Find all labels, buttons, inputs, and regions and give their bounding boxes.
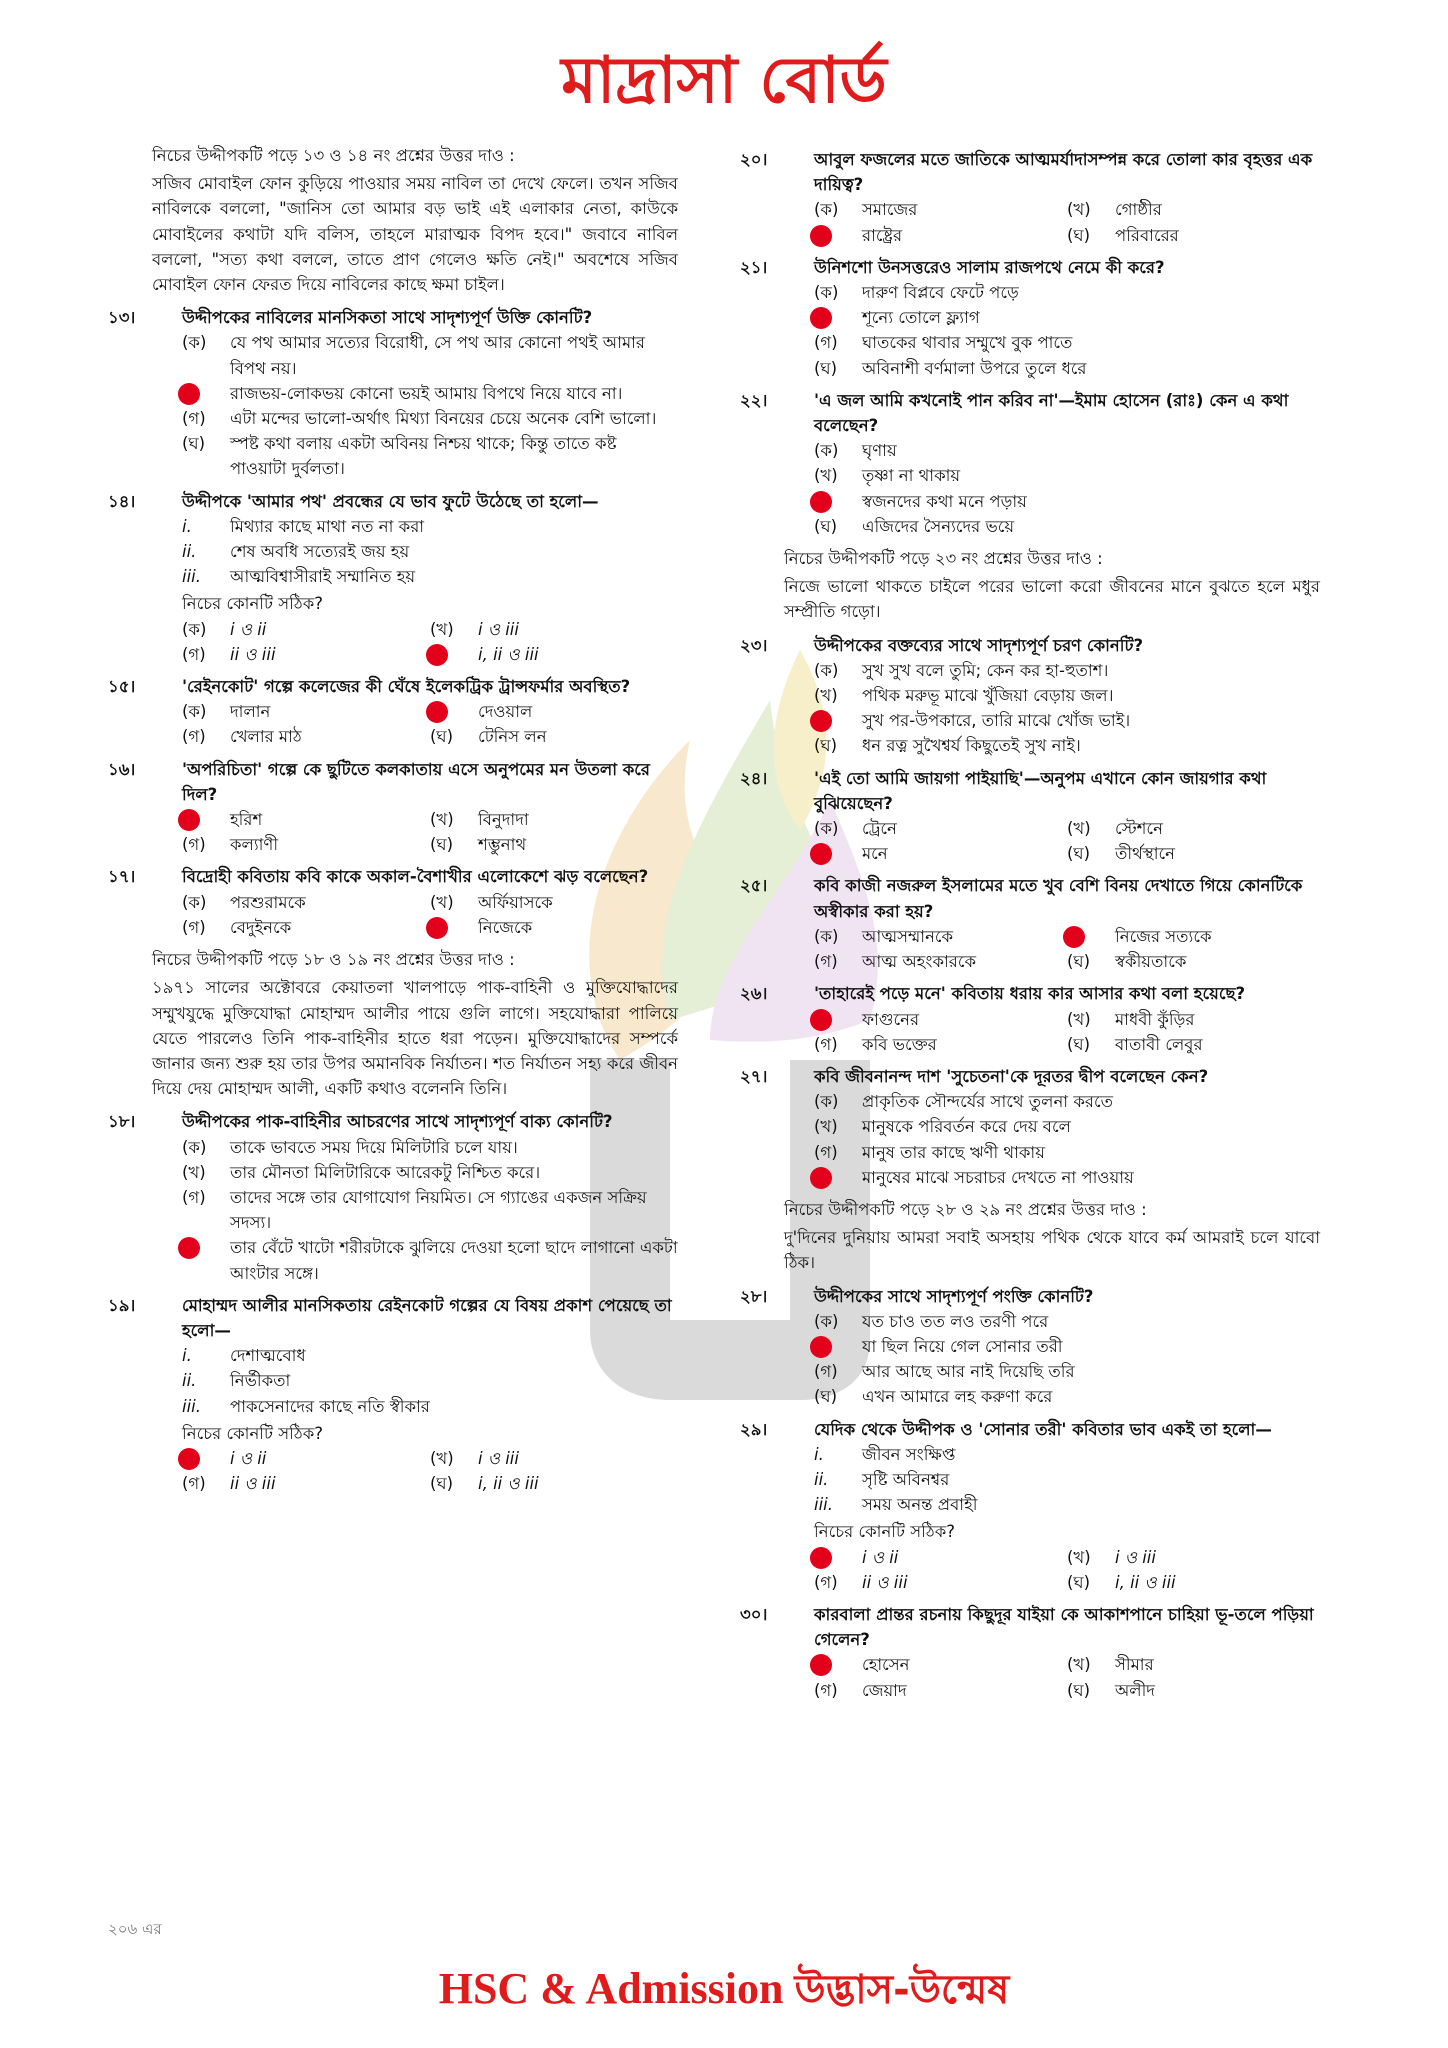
stimulus-heading: নিচের উদ্দীপকটি পড়ে ২৮ ও ২৯ নং প্রশ্নের উত্তর দাও :	[784, 1199, 1147, 1219]
question-number: ১৭।	[108, 867, 136, 887]
option-ga[interactable]: (গ) আর আছে আর নাই দিয়েছি তরি	[814, 1362, 1075, 1382]
option-gha-selected[interactable]: i, ii ও iii	[430, 642, 678, 667]
option-ga-selected[interactable]: সুখ পর-উপকারে, তারি মাঝে খোঁজ ভাই।	[814, 708, 1320, 733]
option-kha[interactable]: (খ) গোষ্ঠীর	[1067, 200, 1162, 220]
option-kha-selected[interactable]: নিজের সত্যকে	[1067, 924, 1320, 949]
statement-ii: ii. সৃষ্টি অবিনশ্বর	[814, 1469, 950, 1489]
option-ga[interactable]: (গ) ঘাতকের থাবার সম্মুখে বুক পাতে	[814, 333, 1073, 353]
question-text: উদ্দীপকের সাথে সাদৃশ্যপূর্ণ পংক্তি কোনটি?	[814, 1286, 1094, 1306]
which-correct-prompt: নিচের কোনটি সঠিক?	[182, 594, 323, 614]
option-kha[interactable]: (খ) তৃষ্ণা না থাকায়	[814, 466, 961, 486]
question-14	[108, 489, 678, 667]
question-text: কবি কাজী নজরুল ইসলামের মতে খুব বেশি বিনয় দেখাতে গিয়ে কোনটিকে অস্বীকার করা হয়?	[814, 876, 1303, 921]
question-text: 'এই তো আমি জায়গা পাইয়াছি'—অনুপম এখানে কোন জায়গার কথা বুঝিয়েছেন?	[814, 768, 1267, 813]
option-ga[interactable]: (গ) তাদের সঙ্গে তার যোগাযোগ নিয়মিত। সে গ্যাঙের একজন সক্রিয় সদস্য।	[182, 1187, 647, 1233]
option-ka[interactable]: (ক) যে পথ আমার সত্যের বিরোধী, সে পথ আর কোনো পথই আমার বিপথ নয়।	[182, 333, 646, 378]
question-30	[740, 1602, 1320, 1703]
question-text: 'অপরিচিতা' গল্পে কে ছুটিতে কলকাতায় এসে অনুপমের মন উতলা করে দিল?	[182, 759, 650, 804]
left-column	[108, 140, 678, 1503]
question-22	[740, 388, 1320, 539]
option-ka[interactable]: (ক) দালান	[182, 702, 271, 722]
question-text: উদ্দীপকের নাবিলের মানসিকতা সাথে সাদৃশ্যপূর্ণ উক্তি কোনটি?	[182, 308, 593, 328]
option-ga[interactable]: (গ) খেলার মাঠ	[182, 727, 302, 747]
question-27	[740, 1064, 1320, 1190]
page-marker: ২০৬ এর	[108, 1920, 162, 1938]
option-kha[interactable]: (খ) i ও iii	[430, 619, 519, 639]
stimulus-text: সজিব মোবাইল ফোন কুড়িয়ে পাওয়ার সময় নাবিল তা দেখে ফেলে। তখন সজিব নাবিলকে বললো, "জানিস তো আমার বড় ভাই এই এলাকার নেতা, কাউকে মোবাইলের কথাটা যদি বলিস, তাহলে মারাত্মক বিপদ হবে।" জবাবে নাবিল বললো, "সত্য কথা বললে, তাতে প্রাণ গেলেও ক্ষতি নেই।" অবশেষে সজিব মোবাইল ফোন ফেরত দিয়ে নাবিলের কাছে ক্ষমা চাইল।	[152, 174, 678, 295]
statement-i: i. মিথ্যার কাছে মাথা নত না করা	[182, 516, 425, 536]
stimulus-heading: নিচের উদ্দীপকটি পড়ে ২৩ নং প্রশ্নের উত্তর দাও :	[784, 549, 1103, 569]
option-kha[interactable]: (খ) সীমার	[1067, 1655, 1154, 1675]
option-gha[interactable]: (ঘ) i, ii ও iii	[430, 1474, 539, 1494]
question-25	[740, 873, 1320, 974]
option-kha-selected[interactable]: যা ছিল নিয়ে গেল সোনার তরী	[814, 1334, 1320, 1359]
question-text: কবি জীবনানন্দ দাশ 'সুচেতনা'কে দূরতর দ্বীপ বলেছেন কেন?	[814, 1066, 1209, 1086]
option-gha[interactable]: (ঘ) এজিদের সৈন্যদের ভয়ে	[814, 516, 1015, 536]
right-column	[740, 140, 1320, 1710]
question-number: ২০।	[740, 150, 768, 169]
question-text: বিদ্রোহী কবিতায় কবি কাকে অকাল-বৈশাখীর এলোকেশে ঝড় বলেছেন?	[182, 867, 649, 887]
question-text: আবুল ফজলের মতে জাতিকে আত্মমর্যাদাসম্পন্ন করে তোলা কার বৃহত্তর এক দায়িত্ব?	[814, 150, 1313, 195]
question-number: ১৪।	[108, 491, 136, 511]
question-text: উনিশশো উনসত্তরেও সালাম রাজপথে নেমে কী করে?	[814, 257, 1165, 277]
question-text: 'তাহারেই পড়ে মনে' কবিতায় ধরায় কার আসার কথা বলা হয়েছে?	[814, 984, 1246, 1004]
option-kha[interactable]: (খ) i ও iii	[430, 1448, 519, 1468]
option-kha-selected[interactable]: শূন্যে তোলে ফ্ল্যাগ	[814, 305, 1320, 330]
stimulus-text: ১৯৭১ সালের অক্টোবরে কেয়াতলা খালপাড়ে পাক-বাহিনী ও মুক্তিযোদ্ধাদের সম্মুখযুদ্ধে মুক্তিযোদ্ধা মোহাম্মদ আলীর পায়ে গুলি লাগে। সহযোদ্ধারা পালিয়ে যেতে পারলেও তিনি পাক-বাহিনীর হাতে ধরা পড়েন। মুক্তিযোদ্ধাদের সম্পর্কে জানার জন্য শুরু হয় তার উপর অমানবিক নির্যাতন। শত নির্যাতন সহ্য করে জীবন দিয়ে দেয় মোহাম্মদ আলী, একটি কথাও বলেননি তিনি।	[152, 978, 678, 1099]
statement-iii: iii. সময় অনন্ত প্রবাহী	[814, 1495, 978, 1515]
option-ga[interactable]: (গ) বেদুইনকে	[182, 917, 292, 937]
option-ga[interactable]: (গ) ii ও iii	[182, 1474, 276, 1494]
stimulus-heading: নিচের উদ্দীপকটি পড়ে ১৮ ও ১৯ নং প্রশ্নের উত্তর দাও :	[152, 950, 515, 970]
question-number: ২২।	[740, 390, 768, 410]
question-17	[108, 864, 678, 940]
question-16	[108, 757, 678, 858]
footer-banner	[0, 1958, 1448, 2025]
option-ga[interactable]: (গ) কল্যাণী	[182, 835, 279, 855]
question-18	[108, 1109, 678, 1285]
question-number: ১৩।	[108, 308, 136, 328]
option-gha[interactable]: (ঘ) i, ii ও iii	[1067, 1572, 1176, 1592]
option-kha[interactable]: (খ) বিনুদাদা	[430, 810, 529, 830]
question-28	[740, 1284, 1320, 1410]
option-ka[interactable]: (ক) পরশুরামকে	[182, 892, 306, 912]
option-gha[interactable]: (ঘ) স্পষ্ট কথা বলায় একটা অবিনয় নিশ্চয় থাকে; কিন্তু তাতে কষ্ট পাওয়াটা দুর্বলতা।	[182, 434, 617, 479]
question-number: ২৫।	[740, 876, 768, 896]
option-ka-selected[interactable]: হোসেন	[814, 1652, 1067, 1677]
option-ga-selected[interactable]: স্বজনদের কথা মনে পড়ায়	[814, 489, 1320, 514]
stimulus-text: দু'দিনের দুনিয়ায় আমরা সবাই অসহায় পথিক থেকে যাবে কর্ম আমরাই চলে যাবো ঠিক।	[784, 1228, 1320, 1273]
question-text: কারবালা প্রান্তর রচনায় কিছুদূর যাইয়া কে আকাশপানে চাহিয়া ভূ-তলে পড়িয়া গেলেন?	[814, 1604, 1314, 1650]
option-kha[interactable]: (খ) স্টেশনে	[1067, 819, 1163, 839]
question-text: মোহাম্মদ আলীর মানসিকতায় রেইনকোট গল্পের যে বিষয় প্রকাশ পেয়েছে তা হলো—	[182, 1295, 672, 1340]
option-ka[interactable]: (ক) সুখ সুখ বলে তুমি; কেন কর হা-হুতাশ।	[814, 660, 1109, 680]
footer-bangla: উদ্ভাস-উন্মেষ	[794, 1967, 1010, 2013]
option-kha[interactable]: (খ) পথিক মরুভূ মাঝে খুঁজিয়া বেড়ায় জল।	[814, 686, 1114, 706]
option-ka[interactable]: (ক) আত্মসম্মানকে	[814, 926, 954, 946]
which-correct-prompt: নিচের কোনটি সঠিক?	[182, 1423, 323, 1443]
question-number: ১৮।	[108, 1112, 136, 1132]
option-ga[interactable]: (গ) ii ও iii	[814, 1572, 908, 1592]
option-kha[interactable]: (খ) অর্ফিয়াসকে	[430, 892, 553, 912]
option-kha-selected[interactable]: রাজভয়-লোকভয় কোনো ভয়ই আমায় বিপথে নিয়ে যাবে না।	[182, 381, 678, 406]
option-ga[interactable]: (গ) এটা মন্দের ভালো-অর্থাৎ মিথ্যা বিনয়ের চেয়ে অনেক বেশি ভালো।	[182, 409, 657, 429]
option-gha[interactable]: (ঘ) স্বকীয়তাকে	[1067, 952, 1187, 972]
option-gha[interactable]: (ঘ) টেনিস লন	[430, 727, 547, 747]
option-kha-selected[interactable]: দেওয়াল	[430, 699, 678, 724]
option-gha[interactable]: (ঘ) অলীদ	[1067, 1680, 1155, 1700]
option-gha[interactable]: (ঘ) তীর্থস্থানে	[1067, 844, 1175, 864]
statement-iii: iii. পাকসেনাদের কাছে নতি স্বীকার	[182, 1396, 430, 1416]
option-gha[interactable]: (ঘ) ধন রত্ন সুখৈশ্বর্য কিছুতেই সুখ নাই।	[814, 736, 1081, 756]
option-gha-selected[interactable]: নিজেকে	[430, 915, 678, 940]
page-title: মাদ্রাসা বোর্ড	[561, 44, 887, 118]
option-gha[interactable]: (ঘ) শম্ভুনাথ	[430, 835, 527, 855]
option-ga[interactable]: (গ) জেয়াদ	[814, 1680, 907, 1700]
question-number: ১৯।	[108, 1295, 136, 1315]
question-21	[740, 255, 1320, 381]
option-kha[interactable]: (খ) মাধবী কুঁড়ির	[1067, 1009, 1195, 1029]
statement-i: i. জীবন সংক্ষিপ্ত	[814, 1444, 956, 1464]
question-24	[740, 766, 1320, 867]
question-19	[108, 1293, 678, 1497]
question-number: ২৮।	[740, 1286, 768, 1306]
option-gha[interactable]: (ঘ) এখন আমারে লহ করুণা করে	[814, 1387, 1053, 1407]
question-26	[740, 981, 1320, 1057]
option-ga-selected[interactable]: রাষ্ট্রের	[814, 223, 1067, 248]
stimulus-heading: নিচের উদ্দীপকটি পড়ে ১৩ ও ১৪ নং প্রশ্নের উত্তর দাও :	[152, 146, 515, 165]
footer-english: HSC & Admission	[438, 1964, 795, 2013]
option-kha[interactable]: (খ) i ও iii	[1067, 1547, 1156, 1567]
question-number: ২৯।	[740, 1419, 768, 1439]
question-13	[108, 305, 678, 481]
option-ga[interactable]: (গ) ii ও iii	[182, 644, 276, 664]
option-ka[interactable]: (ক) সমাজের	[814, 200, 918, 220]
option-ka[interactable]: (ক) প্রাকৃতিক সৌন্দর্যের সাথে তুলনা করতে	[814, 1092, 1113, 1112]
statement-ii: ii. নির্ভীকতা	[182, 1371, 291, 1391]
option-gha-selected[interactable]: মানুষের মাঝে সচরাচর দেখতে না পাওয়ায়	[814, 1165, 1320, 1190]
question-number: ১৫।	[108, 677, 136, 697]
question-number: ২৬।	[740, 984, 768, 1004]
question-text: উদ্দীপকে 'আমার পথ' প্রবন্ধের যে ভাব ফুটে উঠেছে তা হলো—	[182, 491, 599, 511]
question-text: উদ্দীপকের পাক-বাহিনীর আচরণের সাথে সাদৃশ্যপূর্ণ বাক্য কোনটি?	[182, 1112, 613, 1132]
option-ga[interactable]: (গ) মানুষ তার কাছে ঋণী থাকায়	[814, 1142, 1045, 1162]
question-number: ২৪।	[740, 768, 768, 788]
option-ka[interactable]: (ক) যত চাও তত লও তরণী পরে	[814, 1311, 1049, 1331]
question-text: যেদিক থেকে উদ্দীপক ও 'সোনার তরী' কবিতার ভাব একই তা হলো—	[814, 1419, 1272, 1439]
question-text: 'রেইনকোট' গল্পে কলেজের কী ঘেঁষে ইলেকট্রিক ট্রান্সফর্মার অবস্থিত?	[182, 677, 631, 697]
question-29	[740, 1417, 1320, 1595]
option-ga[interactable]: (গ) কবি ভক্তের	[814, 1034, 937, 1054]
question-23	[740, 633, 1320, 759]
question-number: ৩০।	[740, 1604, 768, 1624]
question-20	[740, 147, 1320, 248]
stimulus-text: নিজে ভালো থাকতে চাইলে পরের ভালো করো জীবনের মানে বুঝতে হলে মধুর সম্প্রীতি গড়ো।	[784, 577, 1320, 622]
option-ga[interactable]: (গ) আত্ম অহংকারকে	[814, 952, 977, 972]
option-gha[interactable]: (ঘ) অবিনাশী বর্ণমালা উপরে তুলে ধরে	[814, 358, 1087, 378]
question-number: ১৬।	[108, 759, 136, 779]
option-ka[interactable]: (ক) ট্রেনে	[814, 819, 897, 839]
question-number: ২১।	[740, 257, 768, 277]
question-text: 'এ জল আমি কখনোই পান করিব না'—ইমাম হোসেন (রাঃ) কেন এ কথা বলেছেন?	[814, 390, 1289, 436]
question-text: উদ্দীপকের বক্তব্যের সাথে সাদৃশ্যপূর্ণ চরণ কোনটি?	[814, 635, 1144, 655]
option-gha[interactable]: (ঘ) বাতাবী লেবুর	[1067, 1034, 1203, 1054]
which-correct-prompt: নিচের কোনটি সঠিক?	[814, 1522, 955, 1542]
option-kha[interactable]: (খ) তার মৌনতা মিলিটারিকে আরেকটু নিশ্চিত করে।	[182, 1162, 541, 1182]
option-ga-selected[interactable]: মনে	[814, 841, 1067, 866]
question-number: ২৭।	[740, 1066, 768, 1086]
option-ka-selected[interactable]: i ও ii	[814, 1545, 1067, 1570]
option-ka[interactable]: (ক) তাকে ভাবতে সময় দিয়ে মিলিটারি চলে যায়।	[182, 1137, 518, 1157]
option-ka[interactable]: (ক) দারুণ বিপ্লবে ফেটে পড়ে	[814, 283, 1019, 303]
option-ka-selected[interactable]: হরিশ	[182, 807, 430, 832]
question-15	[108, 674, 678, 750]
option-gha-selected[interactable]: তার বেঁটে খাটো শরীরটাকে ঝুলিয়ে দেওয়া হলো ছাদে লাগানো একটা আংটার সঙ্গে।	[182, 1235, 678, 1285]
option-kha[interactable]: (খ) মানুষকে পরিবর্তন করে দেয় বলে	[814, 1117, 1071, 1137]
option-ka[interactable]: (ক) i ও ii	[182, 619, 267, 639]
statement-iii: iii. আত্মবিশ্বাসীরাই সম্মানিত হয়	[182, 567, 416, 587]
question-number: ২৩।	[740, 635, 768, 655]
statement-i: i. দেশাত্মবোধ	[182, 1346, 306, 1366]
statement-ii: ii. শেষ অবধি সত্যেরই জয় হয়	[182, 542, 410, 562]
option-ka-selected[interactable]: ফাগুনের	[814, 1007, 1067, 1032]
option-ka[interactable]: (ক) ঘৃণায়	[814, 441, 897, 461]
option-gha[interactable]: (ঘ) পরিবারের	[1067, 225, 1179, 245]
option-ka-selected[interactable]: i ও ii	[182, 1446, 430, 1471]
